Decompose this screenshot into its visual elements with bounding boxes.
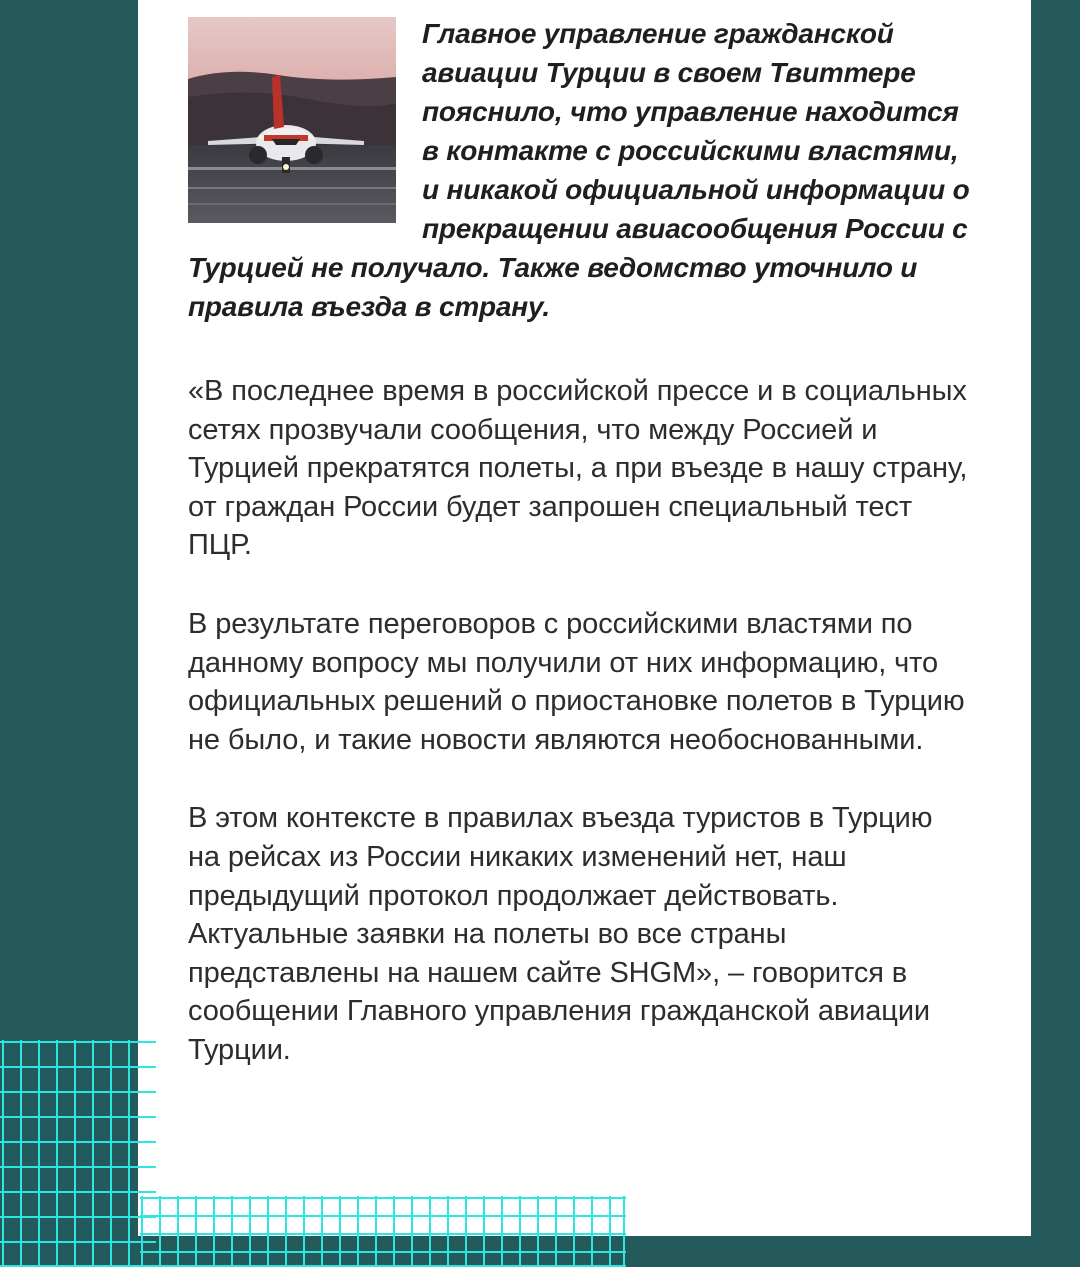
quote-paragraph-1: «В последнее время в российской прессе и в социальных сетях прозвучали сообщения, что между Россией и Турцией прекратятся полеты, а при въезде в нашу страну, от граждан России будет запрошен специальный тест ПЦР. [188, 375, 968, 562]
quote-paragraph-3: В этом контексте в правилах въезда туристов в Турцию на рейсах из России никаких изменений нет, наш предыдущий протокол продолжает действовать. Актуальные заявки на полеты во все страны представлены на нашем сайте SHGM», – говорится в сообщении Главного управления гражданской авиации Турции. [188, 802, 933, 1066]
lead-paragraph: Главное управление гражданской авиации Турции в своем Твиттере пояснило, что управление находится в контакте с российскими властями, и никакой официальной информации о прекращении авиасообщения России с Турцией не получало. Также ведомство уточнило и правила въезда в страну. [188, 18, 970, 322]
quote-paragraph-2: В результате переговоров с российскими властями по данному вопросу мы получили от них информацию, что официальных решений о приостановке полетов в Турцию не было, и такие новости являются необоснованными. [188, 607, 965, 756]
article-card [138, 0, 1031, 1236]
decorative-grid-left [0, 1040, 156, 1267]
decorative-grid-bottom [140, 1196, 626, 1267]
airplane-photo[interactable] [188, 17, 396, 223]
airplane-photo-image [188, 17, 396, 223]
